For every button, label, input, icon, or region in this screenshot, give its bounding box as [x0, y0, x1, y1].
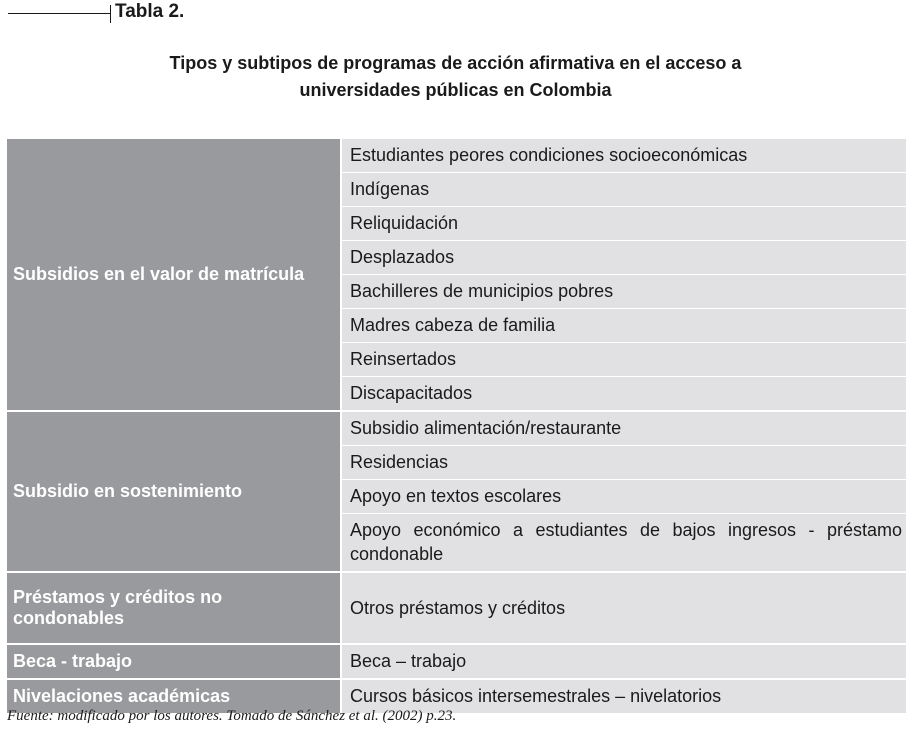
category-cell: Nivelaciones académicas	[7, 680, 342, 713]
table-row-group	[7, 573, 906, 645]
category-cell: Préstamos y créditos no condonables	[7, 573, 342, 643]
table-caption	[0, 50, 911, 104]
subtype-list	[342, 139, 906, 410]
subtype-cell: Desplazados	[342, 241, 906, 275]
caption-line-2: universidades públicas en Colombia	[299, 80, 612, 100]
subtype-cell: Subsidio alimentación/restaurante	[342, 412, 906, 446]
category-cell: Subsidio en sostenimiento	[7, 412, 342, 571]
subtype-cell: Madres cabeza de familia	[342, 309, 906, 343]
subtype-cell: Discapacitados	[350, 383, 473, 403]
table-row-group	[7, 645, 906, 680]
subtype-list	[342, 412, 906, 571]
category-cell: Beca - trabajo	[7, 645, 342, 678]
subtype-list	[342, 645, 906, 678]
subtype-cell: Apoyo económico a estudiantes de bajos ingresos - préstamo condonable	[350, 520, 902, 564]
subtype-cell: Bachilleres de municipios pobres	[342, 275, 906, 309]
subtype-cell: Apoyo en textos escolares	[342, 480, 906, 514]
subtype-cell: Reinsertados	[342, 343, 906, 377]
subtype-cell: Cursos básicos intersemestrales – nivelatorios	[350, 686, 722, 706]
table-label: Tabla 2.	[115, 1, 185, 22]
subtype-cell: Beca – trabajo	[350, 651, 467, 671]
category-cell: Subsidios en el valor de matrícula	[7, 139, 342, 410]
subtype-cell: Indígenas	[342, 173, 906, 207]
table-row-group	[7, 412, 906, 573]
caption-line-1: Tipos y subtipos de programas de acción afirmativa en el acceso a	[169, 53, 742, 73]
table-row-group	[7, 139, 906, 412]
table	[7, 139, 906, 713]
subtype-list	[342, 573, 906, 643]
subtype-cell: Reliquidación	[342, 207, 906, 241]
label-tick	[110, 5, 111, 23]
label-rule	[8, 13, 110, 14]
source-note: Fuente: modificado por los autores. Tomado de Sánchez et al. (2002) p.23.	[7, 708, 457, 724]
subtype-cell: Otros préstamos y créditos	[350, 597, 566, 618]
subtype-cell: Estudiantes peores condiciones socioeconómicas	[342, 139, 906, 173]
subtype-cell: Residencias	[342, 446, 906, 480]
